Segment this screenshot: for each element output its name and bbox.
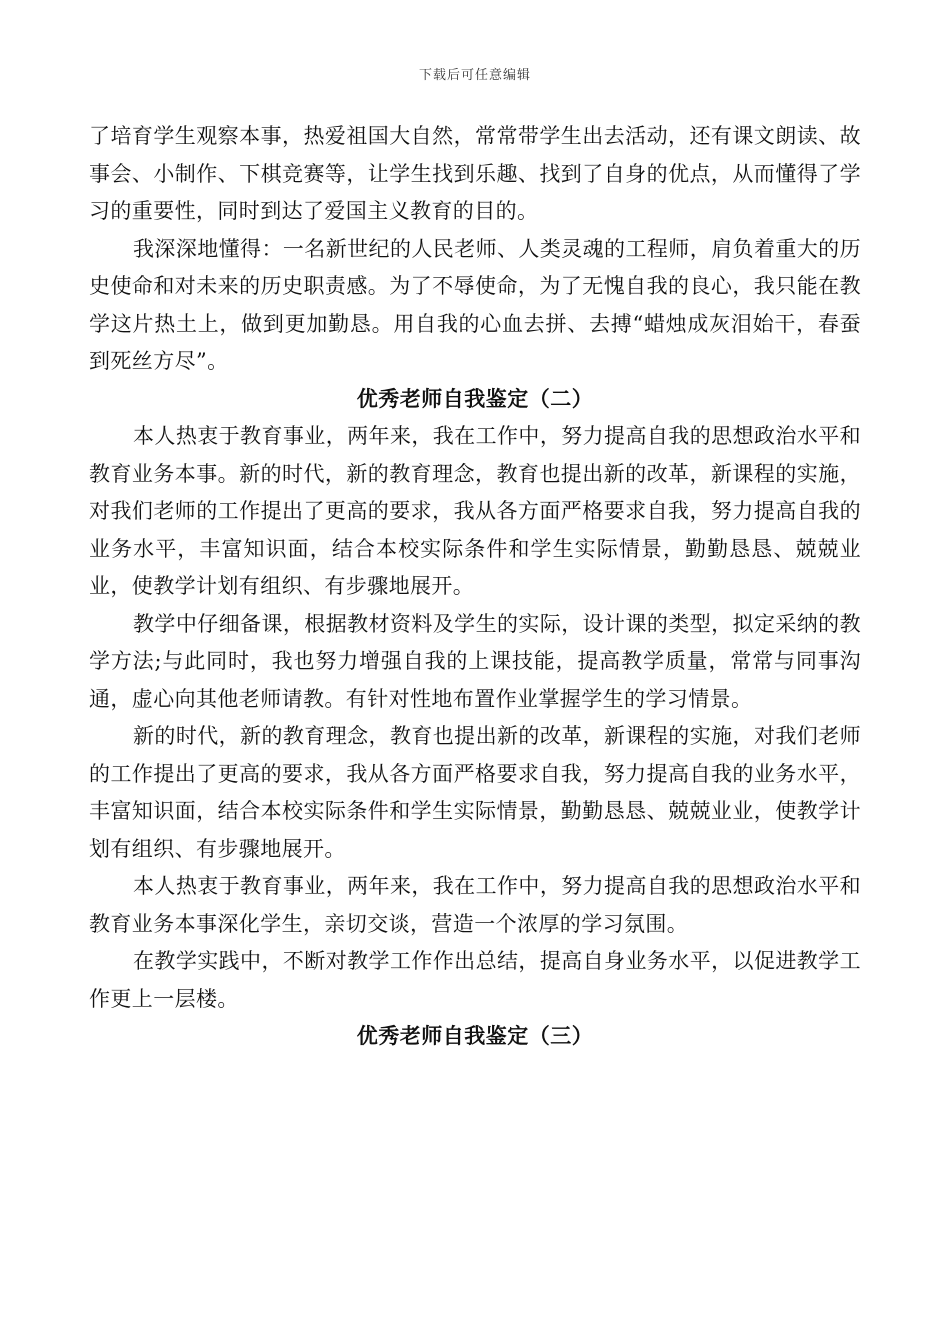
paragraph-continuation: 了培育学生观察本事，热爱祖国大自然，常常带学生出去活动，还有课文朗读、故事会、小制作、下棋竞赛等，让学生找到乐趣、找到了自身的优点，从而懂得了学习的重要性，同时到达了爱国主义教育的目的。 (89, 124, 861, 223)
paragraph-learning-atmosphere: 本人热衷于教育事业，两年来，我在工作中，努力提高自我的思想政治水平和教育业务本事深化学生，亲切交谈，营造一个浓厚的学习氛围。 (89, 874, 861, 936)
paragraph-new-era: 新的时代，新的教育理念，教育也提出新的改革，新课程的实施，对我们老师的工作提出了更高的要求，我从各方面严格要求自我，努力提高自我的业务水平，丰富知识面，结合本校实际条件和学生实际情景，勤勤恳恳、兢兢业业，使教学计划有组织、有步骤地展开。 (89, 724, 861, 861)
paragraph-responsibility: 我深深地懂得：一名新世纪的人民老师、人类灵魂的工程师，肩负着重大的历史使命和对未来的历史职责感。为了不辱使命，为了无愧自我的良心，我只能在教学这片热土上，做到更加勤恳。用自我的心血去拼、去搏“蜡烛成灰泪始干，春蚕到死丝方尽”。 (89, 236, 861, 373)
section-title-2: 优秀老师自我鉴定（二） (356, 386, 594, 411)
section-title-3: 优秀老师自我鉴定（三） (356, 1024, 594, 1048)
document-body (89, 118, 861, 1056)
paragraph-lesson-prep: 教学中仔细备课，根据教材资料及学生的实际，设计课的类型，拟定采纳的教学方法;与此同时，我也努力增强自我的上课技能，提高教学质量，常常与同事沟通，虚心向其他老师请教。有针对性地布置作业掌握学生的学习情景。 (89, 611, 861, 711)
paragraph-dedication: 本人热衷于教育事业，两年来，我在工作中，努力提高自我的思想政治水平和教育业务本事。新的时代，新的教育理念，教育也提出新的改革，新课程的实施，对我们老师的工作提出了更高的要求，我从各方面严格要求自我，努力提高自我的业务水平，丰富知识面，结合本校实际条件和学生实际情景，勤勤恳恳、兢兢业业，使教学计划有组织、有步骤地展开。 (89, 424, 861, 598)
page-header-note: 下载后可任意编辑 (418, 68, 531, 83)
paragraph-summary: 在教学实践中，不断对教学工作作出总结，提高自身业务水平，以促进教学工作更上一层楼。 (89, 949, 861, 1011)
